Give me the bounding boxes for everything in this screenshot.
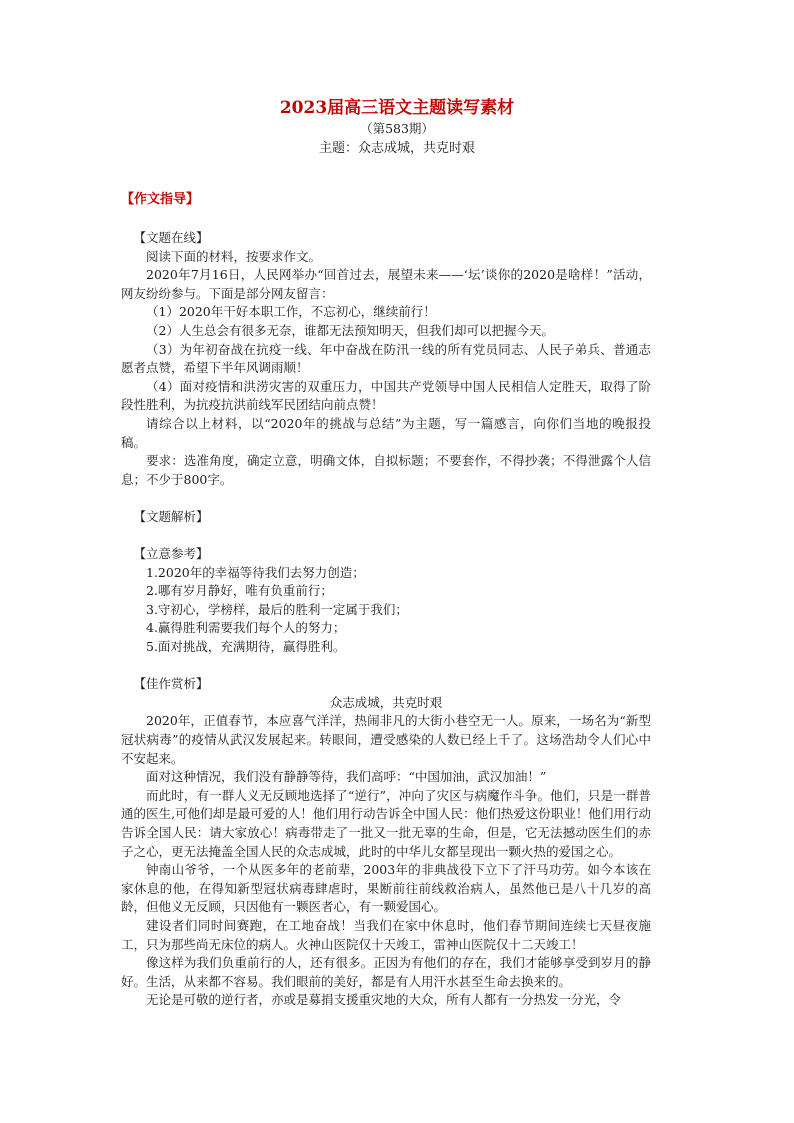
- spacer: [121, 657, 651, 676]
- spacer: [121, 489, 651, 508]
- prompt-task: 请综合以上材料，以“2020年的挑战与总结”为主题，写一篇感言，向你们当地的晚报投稿。: [121, 415, 651, 450]
- idea-item: 5.面对挑战，充满期待，赢得胜利。: [146, 639, 346, 655]
- document-header: [0, 97, 794, 159]
- essay-paragraph: 2020年，正值春节，本应喜气洋洋，热闹非凡的大街小巷空无一人。原来，一场名为“新型冠状病毒”的疫情从武汉发展起来。转眼间，遭受感染的人数已经上千了。这场浩劫令人们心中不安起来。: [121, 713, 651, 766]
- prompt-heading: 【文题在线】: [133, 230, 209, 245]
- comment-item: （2）人生总会有很多无奈，谁都无法预知明天，但我们却可以把握今天。: [146, 322, 554, 338]
- essay-paragraph: 无论是可敬的逆行者，亦或是募捐支援重灾地的大众，所有人都有一分热发一分光，令: [146, 992, 622, 1008]
- prompt-requirements: 要求：选准角度，确定立意，明确文体，自拟标题；不要套作，不得抄袭；不得泄露个人信息；不少于800字。: [121, 453, 651, 487]
- issue-number: （第583期）: [360, 121, 434, 136]
- idea-item: 1.2020年的幸福等待我们去努力创造；: [146, 564, 365, 580]
- comment-item: （4）面对疫情和洪涝灾害的双重压力，中国共产党领导中国人民相信人定胜天，取得了阶段性胜利，为抗疫抗洪前线军民团结向前点赞！: [121, 378, 651, 413]
- spacer: [121, 527, 651, 546]
- essay-title: 众志成城，共克时艰: [329, 694, 443, 710]
- idea-item: 4.赢得胜利需要我们每个人的努力；: [146, 620, 346, 636]
- essay-paragraph: 而此时，有一群人义无反顾地选择了“逆行”，冲向了灾区与病魔作斗争。他们，只是一群普通的医生,可他们却是最可爱的人！他们用行动告诉全中国人民：他们热爱这份职业！他们用行动告诉全国人民：请大家放心！病毒带走了一批又一批无辜的生命，但是，它无法撼动医生们的赤子之心，更无法掩盖全国人民的众志成城，此时的中华儿女都呈现出一颗火热的爱国之心。: [121, 787, 651, 859]
- comment-item: （3）为年初奋战在抗疫一线、年中奋战在防汛一线的所有党员同志、人民子弟兵、普通志愿者点赞，希望下半年风调雨顺！: [121, 341, 651, 376]
- ideas-heading: 【立意参考】: [133, 546, 209, 562]
- essay-paragraph: 面对这种情况，我们没有静静等待，我们高呼：“中国加油，武汉加油！”: [146, 769, 547, 785]
- idea-item: 2.哪有岁月静好，唯有负重前行；: [146, 583, 333, 599]
- analysis-heading: 【文题解析】: [133, 508, 209, 524]
- essay-paragraph: 像这样为我们负重前行的人，还有很多。正因为有他们的存在，我们才能够享受到岁月的静好。生活，从来都不容易。我们眼前的美好，都是有人用汗水甚至生命去换来的。: [121, 955, 651, 989]
- idea-item: 3.守初心，学榜样，最后的胜利一定属于我们；: [146, 601, 408, 617]
- essay-heading: 【佳作赏析】: [133, 676, 209, 692]
- document-body: [121, 229, 651, 1010]
- comment-item: （1）2020年干好本职工作，不忘初心，继续前行！: [146, 304, 436, 320]
- theme-line: 主题：众志成城，共克时艰: [318, 141, 475, 156]
- essay-paragraph: 建设者们同时间赛跑，在工地奋战！当我们在家中休息时，他们春节期间连续七天昼夜施工，只为那些尚无床位的病人。火神山医院仅十天竣工，雷神山医院仅十二天竣工！: [121, 917, 651, 952]
- essay-paragraph: 钟南山爷爷，一个从医多年的老前辈，2003年的非典战役下立下了汗马功劳。如今本该在家休息的他，在得知新型冠状病毒肆虐时，果断前往前线救治病人，虽然他已是八十几岁的高龄，但他义无反顾，只因他有一颗医者心，有一颗爱国心。: [121, 862, 651, 915]
- prompt-material: 2020年7月16日，人民网举办“回首过去，展望未来——‘坛’谈你的2020是啥样！”活动，网友纷纷参与。下面是部分网友留言：: [121, 267, 651, 301]
- prompt-instruction: 阅读下面的材料，按要求作文。: [146, 248, 322, 264]
- writing-guide-label: 【作文指导】: [121, 192, 200, 207]
- document-title: 2023届高三语文主题读写素材: [279, 98, 515, 118]
